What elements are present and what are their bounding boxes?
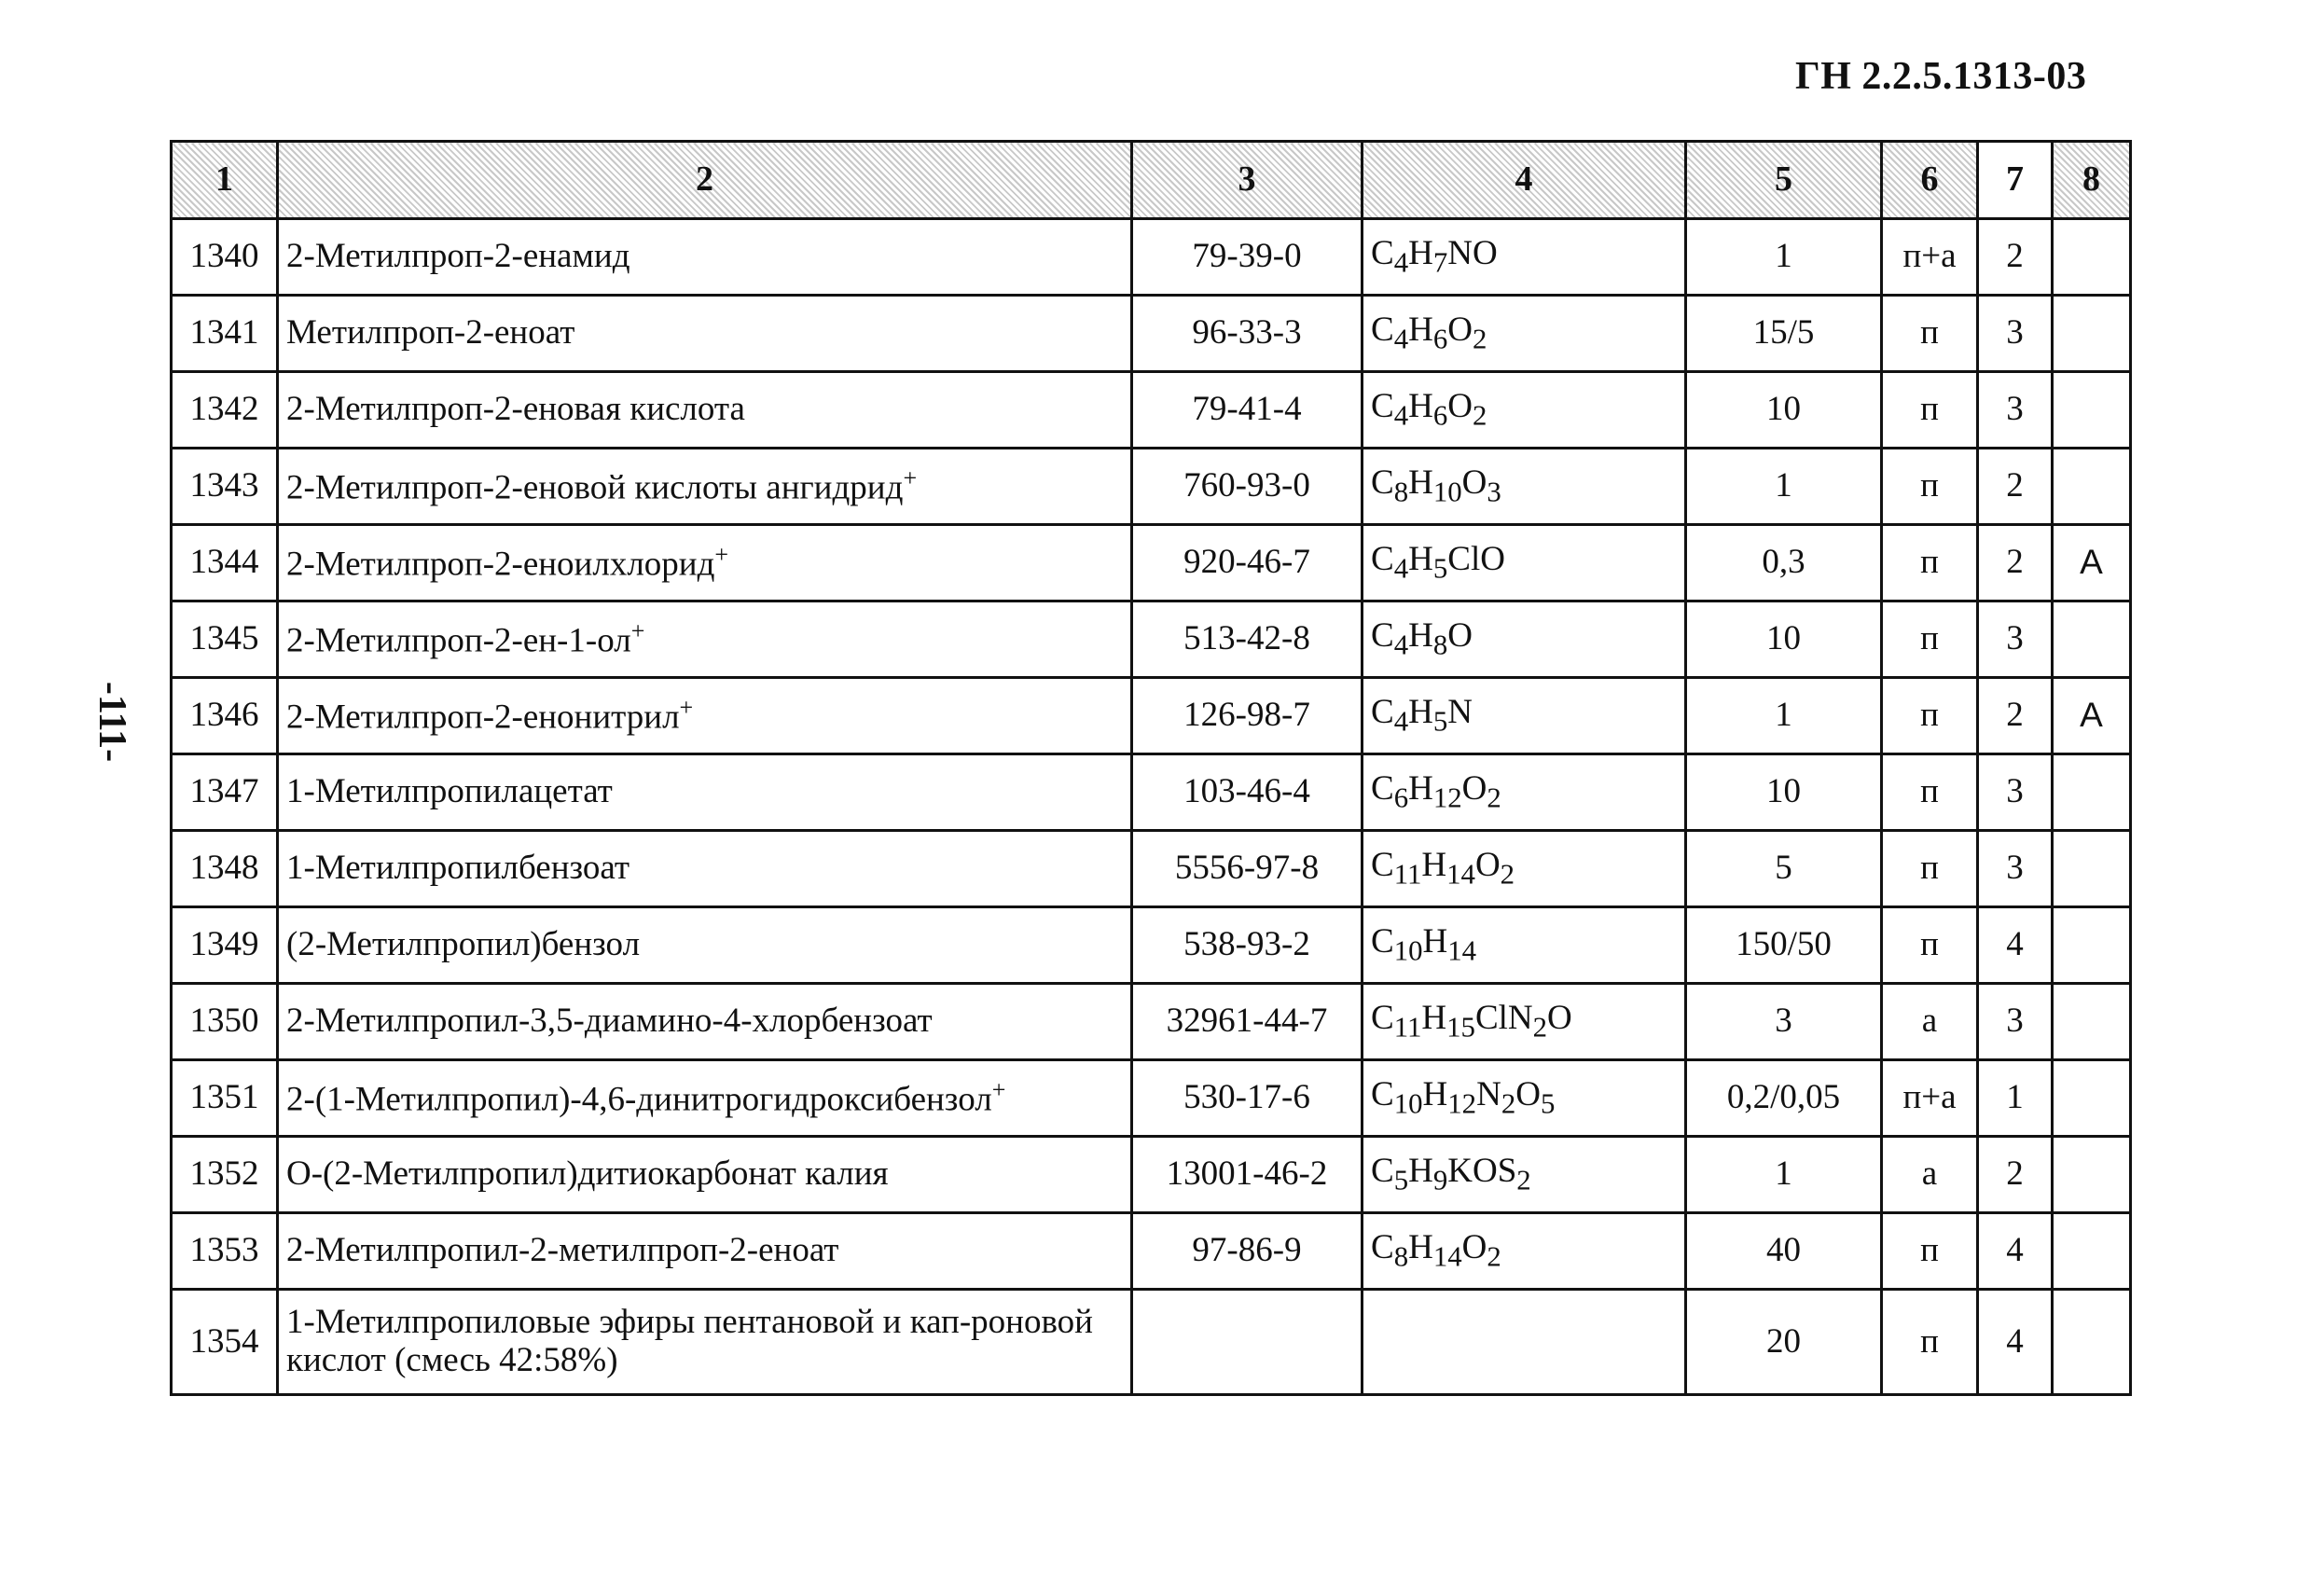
substance-name-text: Метилпроп-2-еноат (286, 313, 575, 353)
substance-name (278, 754, 1132, 831)
aggregate-state: п (1882, 678, 1978, 754)
row-number: 1350 (172, 984, 278, 1060)
row-number: 1348 (172, 831, 278, 907)
substance-name (278, 1290, 1132, 1395)
aggregate-state: п (1882, 372, 1978, 449)
aggregate-state: п+а (1882, 219, 1978, 296)
hazard-class: 2 (1978, 449, 2053, 525)
column-header: 8 (2053, 142, 2131, 219)
substance-name (278, 1137, 1132, 1213)
note-mark (2053, 1290, 2131, 1395)
substance-name (278, 831, 1132, 907)
hazard-class: 1 (1978, 1060, 2053, 1137)
table-row (172, 1137, 2131, 1213)
substance-name-text: 1-Метилпропиловые эфиры пентановой и кап-роновой кислот (смесь 42:58%) (286, 1303, 1093, 1379)
limit-value: 1 (1686, 449, 1882, 525)
chemical-formula: $C_4H_6O_2$ (1363, 296, 1686, 372)
substance-name-text: 2-Метилпроп-2-ен-1-ол (286, 621, 631, 660)
substance-name-text: 2-Метилпропил-3,5-диамино-4-хлорбензоат (286, 1002, 933, 1041)
limit-value: 150/50 (1686, 907, 1882, 984)
hazard-class: 4 (1978, 1213, 2053, 1290)
hazard-class: 3 (1978, 754, 2053, 831)
superscript-mark: + (903, 463, 918, 491)
chemical-formula: $C_8H_{14}O_2$ (1363, 1213, 1686, 1290)
note-mark (2053, 1060, 2131, 1137)
table-row (172, 1290, 2131, 1395)
hazard-class: 3 (1978, 831, 2053, 907)
column-header: 3 (1132, 142, 1363, 219)
row-number: 1349 (172, 907, 278, 984)
substances-table (170, 140, 2132, 1396)
substance-name (278, 984, 1132, 1060)
row-number: 1354 (172, 1290, 278, 1395)
note-mark (2053, 907, 2131, 984)
table-row (172, 601, 2131, 678)
page-number: -111- (90, 681, 133, 763)
substance-name (278, 296, 1132, 372)
superscript-mark: + (679, 693, 694, 721)
row-number: 1341 (172, 296, 278, 372)
note-mark (2053, 1213, 2131, 1290)
chemical-formula: $C_6H_{12}O_2$ (1363, 754, 1686, 831)
note-mark (2053, 601, 2131, 678)
table-row (172, 754, 2131, 831)
hazard-class: 2 (1978, 678, 2053, 754)
substance-name (278, 219, 1132, 296)
cas-number: 13001-46-2 (1132, 1137, 1363, 1213)
limit-value: 0,2/0,05 (1686, 1060, 1882, 1137)
aggregate-state: п (1882, 525, 1978, 601)
substance-name-text: 2-Метилпроп-2-еновая кислота (286, 390, 745, 429)
hazard-class: 3 (1978, 601, 2053, 678)
chemical-formula: $C_4H_8O$ (1363, 601, 1686, 678)
superscript-mark: + (630, 616, 645, 644)
cas-number: 513-42-8 (1132, 601, 1363, 678)
chemical-formula: $C_4H_5ClO$ (1363, 525, 1686, 601)
note-mark (2053, 1137, 2131, 1213)
substance-name (278, 678, 1132, 754)
limit-value: 1 (1686, 1137, 1882, 1213)
substance-name-text: (2-Метилпропил)бензол (286, 925, 641, 964)
hazard-class: 3 (1978, 372, 2053, 449)
limit-value: 1 (1686, 219, 1882, 296)
hazard-class: 3 (1978, 984, 2053, 1060)
chemical-formula: $C_{10}H_{12}N_2O_5$ (1363, 1060, 1686, 1137)
limit-value: 10 (1686, 754, 1882, 831)
note-mark (2053, 984, 2131, 1060)
cas-number: 530-17-6 (1132, 1060, 1363, 1137)
row-number: 1346 (172, 678, 278, 754)
row-number: 1344 (172, 525, 278, 601)
superscript-mark: + (991, 1075, 1006, 1103)
limit-value: 0,3 (1686, 525, 1882, 601)
cas-number: 5556-97-8 (1132, 831, 1363, 907)
table-row (172, 1060, 2131, 1137)
column-header: 1 (172, 142, 278, 219)
chemical-formula: $C_{11}H_{15}ClN_2O$ (1363, 984, 1686, 1060)
limit-value: 40 (1686, 1213, 1882, 1290)
row-number: 1353 (172, 1213, 278, 1290)
column-header: 7 (1978, 142, 2053, 219)
substance-name (278, 525, 1132, 601)
note-mark (2053, 219, 2131, 296)
hazard-class: 3 (1978, 296, 2053, 372)
chemical-formula: $C_5H_9KOS_2$ (1363, 1137, 1686, 1213)
cas-number (1132, 1290, 1363, 1395)
substance-name (278, 1060, 1132, 1137)
note-mark (2053, 449, 2131, 525)
document-code: ГН 2.2.5.1313-03 (1795, 55, 2087, 98)
substance-name (278, 449, 1132, 525)
table-row (172, 907, 2131, 984)
note-mark: А (2053, 525, 2131, 601)
limit-value: 10 (1686, 372, 1882, 449)
substance-name-text: 2-(1-Метилпропил)-4,6-динитрогидроксибензол (286, 1080, 992, 1119)
cas-number: 920-46-7 (1132, 525, 1363, 601)
hazard-class: 4 (1978, 907, 2053, 984)
row-number: 1340 (172, 219, 278, 296)
aggregate-state: п (1882, 296, 1978, 372)
limit-value: 5 (1686, 831, 1882, 907)
chemical-formula: $C_4H_6O_2$ (1363, 372, 1686, 449)
row-number: 1347 (172, 754, 278, 831)
aggregate-state: п (1882, 831, 1978, 907)
limit-value: 10 (1686, 601, 1882, 678)
row-number: 1342 (172, 372, 278, 449)
substance-name-text: О-(2-Метилпропил)дитиокарбонат калия (286, 1154, 889, 1194)
table-row (172, 372, 2131, 449)
chemical-formula: $C_8H_{10}O_3$ (1363, 449, 1686, 525)
table-row (172, 831, 2131, 907)
substance-name-text: 1-Метилпропилацетат (286, 772, 613, 811)
substance-name (278, 372, 1132, 449)
cas-number: 32961-44-7 (1132, 984, 1363, 1060)
cas-number: 79-39-0 (1132, 219, 1363, 296)
limit-value: 1 (1686, 678, 1882, 754)
row-number: 1343 (172, 449, 278, 525)
aggregate-state: п (1882, 1290, 1978, 1395)
note-mark: А (2053, 678, 2131, 754)
substance-name-text: 2-Метилпроп-2-енамид (286, 237, 630, 276)
row-number: 1351 (172, 1060, 278, 1137)
note-mark (2053, 296, 2131, 372)
chemical-formula: $C_4H_5N$ (1363, 678, 1686, 754)
table-row (172, 678, 2131, 754)
table-header-row (172, 142, 2131, 219)
aggregate-state: п (1882, 1213, 1978, 1290)
substance-name-text: 1-Метилпропилбензоат (286, 849, 630, 888)
note-mark (2053, 831, 2131, 907)
limit-value: 20 (1686, 1290, 1882, 1395)
aggregate-state: п (1882, 449, 1978, 525)
row-number: 1345 (172, 601, 278, 678)
cas-number: 126-98-7 (1132, 678, 1363, 754)
substance-name (278, 907, 1132, 984)
column-header: 2 (278, 142, 1132, 219)
cas-number: 97-86-9 (1132, 1213, 1363, 1290)
table-row (172, 1213, 2131, 1290)
cas-number: 538-93-2 (1132, 907, 1363, 984)
column-header: 4 (1363, 142, 1686, 219)
limit-value: 15/5 (1686, 296, 1882, 372)
limit-value: 3 (1686, 984, 1882, 1060)
row-number: 1352 (172, 1137, 278, 1213)
chemical-formula: $C_4H_7NO$ (1363, 219, 1686, 296)
column-header: 6 (1882, 142, 1978, 219)
substance-name-text: 2-Метилпропил-2-метилпроп-2-еноат (286, 1231, 839, 1270)
cas-number: 96-33-3 (1132, 296, 1363, 372)
table-row (172, 984, 2131, 1060)
chemical-formula (1363, 1290, 1686, 1395)
substance-name (278, 1213, 1132, 1290)
aggregate-state: п (1882, 601, 1978, 678)
aggregate-state: а (1882, 1137, 1978, 1213)
hazard-class: 2 (1978, 219, 2053, 296)
hazard-class: 2 (1978, 525, 2053, 601)
aggregate-state: п (1882, 754, 1978, 831)
column-header: 5 (1686, 142, 1882, 219)
cas-number: 760-93-0 (1132, 449, 1363, 525)
substance-name-text: 2-Метилпроп-2-енонитрил (286, 698, 680, 737)
chemical-formula: $C_{11}H_{14}O_2$ (1363, 831, 1686, 907)
substance-name (278, 601, 1132, 678)
aggregate-state: а (1882, 984, 1978, 1060)
hazard-class: 2 (1978, 1137, 2053, 1213)
note-mark (2053, 754, 2131, 831)
substance-name-text: 2-Метилпроп-2-еновой кислоты ангидрид (286, 468, 904, 507)
aggregate-state: п (1882, 907, 1978, 984)
chemical-formula: $C_{10}H_{14}$ (1363, 907, 1686, 984)
substance-name-text: 2-Метилпроп-2-еноилхлорид (286, 545, 715, 584)
table-row (172, 525, 2131, 601)
superscript-mark: + (714, 540, 729, 568)
table-row (172, 296, 2131, 372)
hazard-class: 4 (1978, 1290, 2053, 1395)
table-row (172, 449, 2131, 525)
aggregate-state: п+а (1882, 1060, 1978, 1137)
note-mark (2053, 372, 2131, 449)
cas-number: 103-46-4 (1132, 754, 1363, 831)
table-row (172, 219, 2131, 296)
cas-number: 79-41-4 (1132, 372, 1363, 449)
